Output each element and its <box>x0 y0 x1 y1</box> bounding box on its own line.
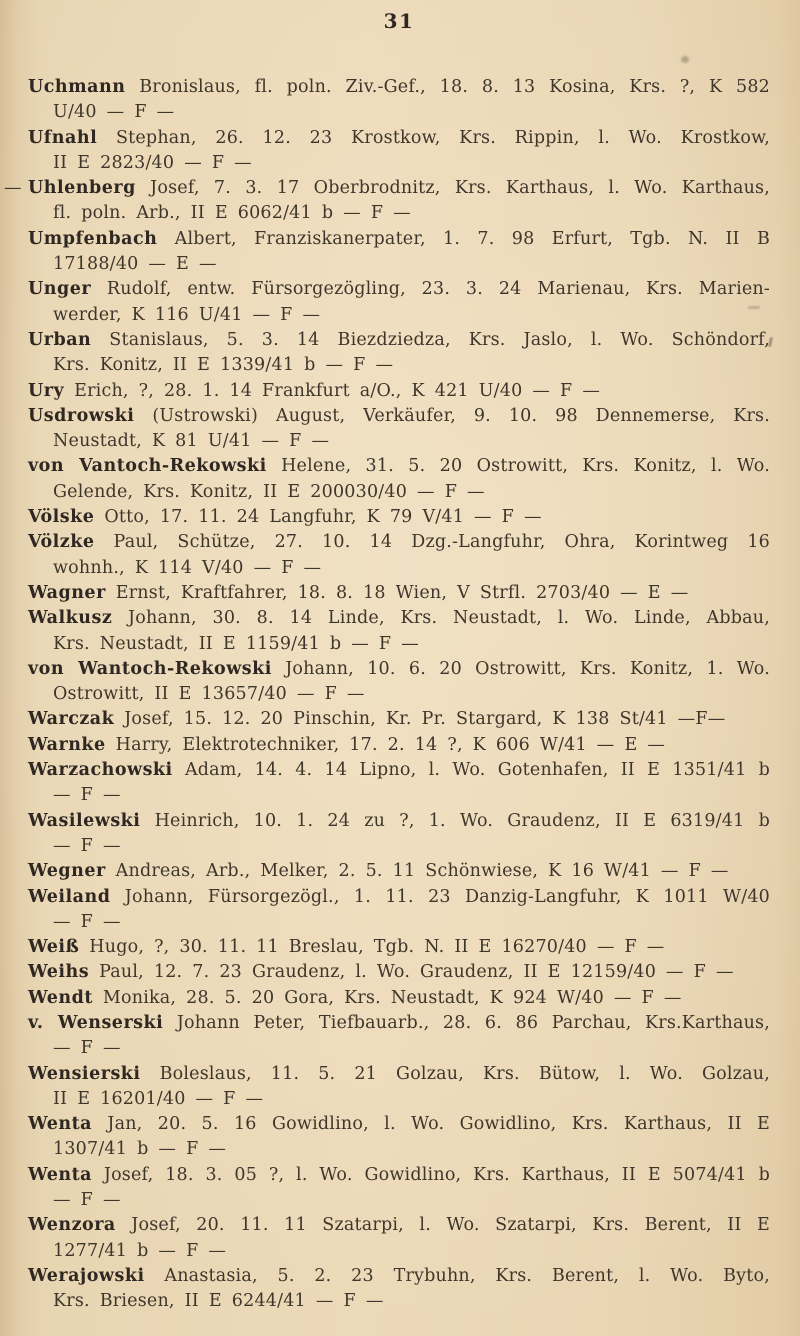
entry-surname: Völske <box>28 507 95 528</box>
register-entry <box>28 707 770 732</box>
entry-line <box>28 581 770 606</box>
entry-details: Jan, 20. 5. 16 Gowidlino, l. Wo. Gowidlino, Krs. Karthaus, II E <box>107 1114 770 1135</box>
register-entry <box>28 505 770 530</box>
register-entry <box>28 1264 770 1315</box>
entry-line: 1307/41 b — F — <box>53 1139 227 1160</box>
register-entry <box>28 1163 770 1214</box>
entry-surname: Wagner <box>28 582 106 603</box>
entry-line: — F — <box>53 785 121 806</box>
entry-surname: von Vantoch-Rekowski <box>28 456 267 477</box>
entry-list <box>4 75 771 1315</box>
entry-line <box>28 960 770 985</box>
register-entry <box>28 859 770 884</box>
entry-line <box>28 454 770 479</box>
entry-line <box>28 379 770 404</box>
entry-surname: Wensierski <box>28 1063 141 1084</box>
entry-line <box>28 1264 770 1289</box>
entry-line: II E 16201/40 — F — <box>53 1088 264 1109</box>
entry-surname: Weihs <box>28 962 90 983</box>
entry-details: Johann Peter, Tiefbauarb., 28. 6. 86 Parchau, Krs.Karthaus, <box>176 1012 771 1033</box>
entry-line <box>28 328 770 353</box>
entry-surname: Uhlenberg <box>28 178 136 199</box>
entry-surname: Wenta <box>28 1114 93 1135</box>
register-entry <box>28 328 770 379</box>
register-entry <box>28 75 770 126</box>
entry-details: Josef, 18. 3. 05 ?, l. Wo. Gowidlino, Krs. Karthaus, II E 5074/41 b <box>103 1164 770 1185</box>
entry-line <box>28 707 770 732</box>
register-entry <box>28 1213 770 1264</box>
entry-line <box>28 885 770 910</box>
entry-line <box>28 404 770 429</box>
entry-surname: Uchmann <box>28 77 126 97</box>
entry-line <box>28 75 770 100</box>
entry-surname: Umpfenbach <box>28 228 158 249</box>
entry-line <box>28 1213 770 1238</box>
entry-line: werder, K 116 U/41 — F — <box>53 304 321 325</box>
register-entry <box>28 935 770 960</box>
entry-line: — F — <box>53 1190 121 1211</box>
entry-details: Josef, 15. 12. 20 Pinschin, Kr. Pr. Stargard, K 138 St/41 —F— <box>124 709 726 730</box>
entry-details: Anastasia, 5. 2. 23 Trybuhn, Krs. Berent, l. Wo. Byto, <box>164 1265 770 1286</box>
entry-line <box>28 1011 770 1036</box>
register-entry <box>28 404 770 455</box>
entry-surname: Unger <box>28 279 92 300</box>
register-entry <box>4 176 770 227</box>
entry-line <box>28 986 770 1011</box>
entry-details: Johann, 10. 6. 20 Ostrowitt, Krs. Konitz, 1. Wo. <box>285 658 770 679</box>
entry-details: Boleslaus, 11. 5. 21 Golzau, Krs. Bütow, l. Wo. Golzau, <box>159 1063 770 1084</box>
entry-details: Paul, Schütze, 27. 10. 14 Dzg.-Langfuhr, Ohra, Korintweg 16 <box>113 532 771 553</box>
register-entry <box>28 581 770 606</box>
entry-surname: Völzke <box>28 532 95 553</box>
entry-details: Andreas, Arb., Melker, 2. 5. 11 Schönwiese, K 16 W/41 — F — <box>115 861 729 882</box>
entry-line <box>28 227 770 252</box>
entry-line <box>28 530 770 555</box>
entry-surname: v. Wenserski <box>28 1012 164 1033</box>
entry-details: Monika, 28. 5. 20 Gora, Krs. Neustadt, K 924 W/40 — F — <box>102 987 682 1008</box>
register-entry <box>28 379 770 404</box>
entry-line: — F — <box>53 835 121 856</box>
entry-line <box>28 505 770 530</box>
entry-details: Stanislaus, 5. 3. 14 Biezdziedza, Krs. Jaslo, l. Wo. Schöndorf, <box>109 329 770 350</box>
entry-surname: Weiland <box>28 886 111 907</box>
register-entry <box>28 606 770 657</box>
entry-details: Ernst, Kraftfahrer, 18. 8. 18 Wien, V Strfl. 2703/40 — E — <box>115 582 689 603</box>
entry-details: Bronislaus, fl. poln. Ziv.-Gef., 18. 8. 13 Kosina, Krs. ?, K 582 <box>139 77 770 97</box>
register-entry <box>28 657 770 708</box>
register-entry <box>28 454 770 505</box>
entry-line: U/40 — F — <box>53 102 175 123</box>
entry-details: Josef, 20. 11. 11 Szatarpi, l. Wo. Szatarpi, Krs. Berent, II E <box>131 1215 770 1236</box>
entry-line <box>28 758 770 783</box>
entry-surname: Wenta <box>28 1164 93 1185</box>
entry-line <box>28 733 770 758</box>
entry-details: Albert, Franziskanerpater, 1. 7. 98 Erfurt, Tgb. N. II B <box>174 228 771 249</box>
paper-speck <box>681 56 689 63</box>
register-entry <box>28 809 770 860</box>
register-entry <box>28 885 770 936</box>
entry-surname: von Wantoch-Rekowski <box>28 658 272 679</box>
margin-dash-mark: — <box>4 178 22 199</box>
entry-surname: Werajowski <box>28 1265 145 1286</box>
register-entry <box>28 126 770 177</box>
entry-details: Stephan, 26. 12. 23 Krostkow, Krs. Rippin, l. Wo. Krostkow, <box>115 127 770 148</box>
entry-line: Krs. Briesen, II E 6244/41 — F — <box>53 1291 384 1312</box>
register-entry <box>28 986 770 1011</box>
entry-line <box>28 809 770 834</box>
entry-line: — F — <box>53 911 121 932</box>
entry-details: Otto, 17. 11. 24 Langfuhr, K 79 V/41 — F — <box>104 507 542 528</box>
entry-line <box>28 1112 770 1137</box>
entry-details: Harry, Elektrotechniker, 17. 2. 14 ?, K 606 W/41 — E — <box>115 734 666 755</box>
entry-line <box>28 1163 770 1188</box>
entry-line <box>28 176 770 201</box>
register-entry <box>28 733 770 758</box>
register-entry <box>28 1011 770 1062</box>
entry-line: fl. poln. Arb., II E 6062/41 b — F — <box>53 203 411 224</box>
entry-surname: Weiß <box>28 937 80 958</box>
entry-details: Adam, 14. 4. 14 Lipno, l. Wo. Gotenhafen, II E 1351/41 b <box>184 760 771 781</box>
entry-details: (Ustrowski) August, Verkäufer, 9. 10. 98 Dennemerse, Krs. <box>152 405 770 426</box>
entry-surname: Wenzora <box>28 1215 116 1236</box>
entry-surname: Wendt <box>28 987 93 1008</box>
entry-details: Erich, ?, 28. 1. 14 Frankfurt a/O., K 421 U/40 — F — <box>74 380 601 401</box>
entry-details: Paul, 12. 7. 23 Graudenz, l. Wo. Graudenz, II E 12159/40 — F — <box>99 962 734 983</box>
entry-details: Helene, 31. 5. 20 Ostrowitt, Krs. Konitz, l. Wo. <box>281 456 770 477</box>
entry-details: Josef, 7. 3. 17 Oberbrodnitz, Krs. Karthaus, l. Wo. Karthaus, <box>150 178 770 199</box>
entry-line: — F — <box>53 1038 121 1059</box>
register-entry <box>28 1062 770 1113</box>
entry-surname: Urban <box>28 329 92 350</box>
entry-surname: Warzachowski <box>28 760 173 781</box>
entry-surname: Ufnahl <box>28 127 98 148</box>
entry-line <box>28 935 770 960</box>
entry-line <box>28 126 770 151</box>
register-entry <box>28 277 770 328</box>
entry-line <box>28 277 770 302</box>
entry-line <box>28 859 770 884</box>
entry-line <box>28 606 770 631</box>
register-entry <box>28 227 770 278</box>
entry-line <box>28 1062 770 1087</box>
entry-surname: Usdrowski <box>28 405 135 426</box>
entry-details: Hugo, ?, 30. 11. 11 Breslau, Tgb. N. II E 16270/40 — F — <box>89 937 665 958</box>
entry-surname: Wegner <box>28 861 106 882</box>
entry-line: Krs. Neustadt, II E 1159/41 b — F — <box>53 633 419 654</box>
entry-line: II E 2823/40 — F — <box>53 152 252 173</box>
register-entry <box>28 960 770 985</box>
entry-surname: Warczak <box>28 709 115 730</box>
entry-line: Ostrowitt, II E 13657/40 — F — <box>53 684 365 705</box>
entry-line: Gelende, Krs. Konitz, II E 200030/40 — F — <box>53 481 485 502</box>
entry-line: Neustadt, K 81 U/41 — F — <box>53 431 330 452</box>
entry-surname: Warnke <box>28 734 106 755</box>
entry-line: Krs. Konitz, II E 1339/41 b — F — <box>53 355 394 376</box>
register-entry <box>28 530 770 581</box>
entry-details: Rudolf, entw. Fürsorgezögling, 23. 3. 24 Marienau, Krs. Marien- <box>106 279 770 300</box>
entry-surname: Ury <box>28 380 65 401</box>
entry-details: Heinrich, 10. 1. 24 zu ?, 1. Wo. Graudenz, II E 6319/41 b <box>154 810 770 831</box>
entry-line <box>28 657 770 682</box>
entry-surname: Walkusz <box>28 608 113 629</box>
entry-details: Johann, 30. 8. 14 Linde, Krs. Neustadt, l. Wo. Linde, Abbau, <box>128 608 771 629</box>
register-entry <box>28 1112 770 1163</box>
entry-line: 1277/41 b — F — <box>53 1240 227 1261</box>
entry-surname: Wasilewski <box>28 810 141 831</box>
entry-details: Johann, Fürsorgezögl., 1. 11. 23 Danzig-Langfuhr, K 1011 W/40 <box>124 886 770 907</box>
page-number: 31 <box>383 9 415 33</box>
entry-line: 17188/40 — E — <box>53 254 217 275</box>
register-entry <box>28 758 770 809</box>
entry-line: wohnh., K 114 V/40 — F — <box>53 557 322 578</box>
